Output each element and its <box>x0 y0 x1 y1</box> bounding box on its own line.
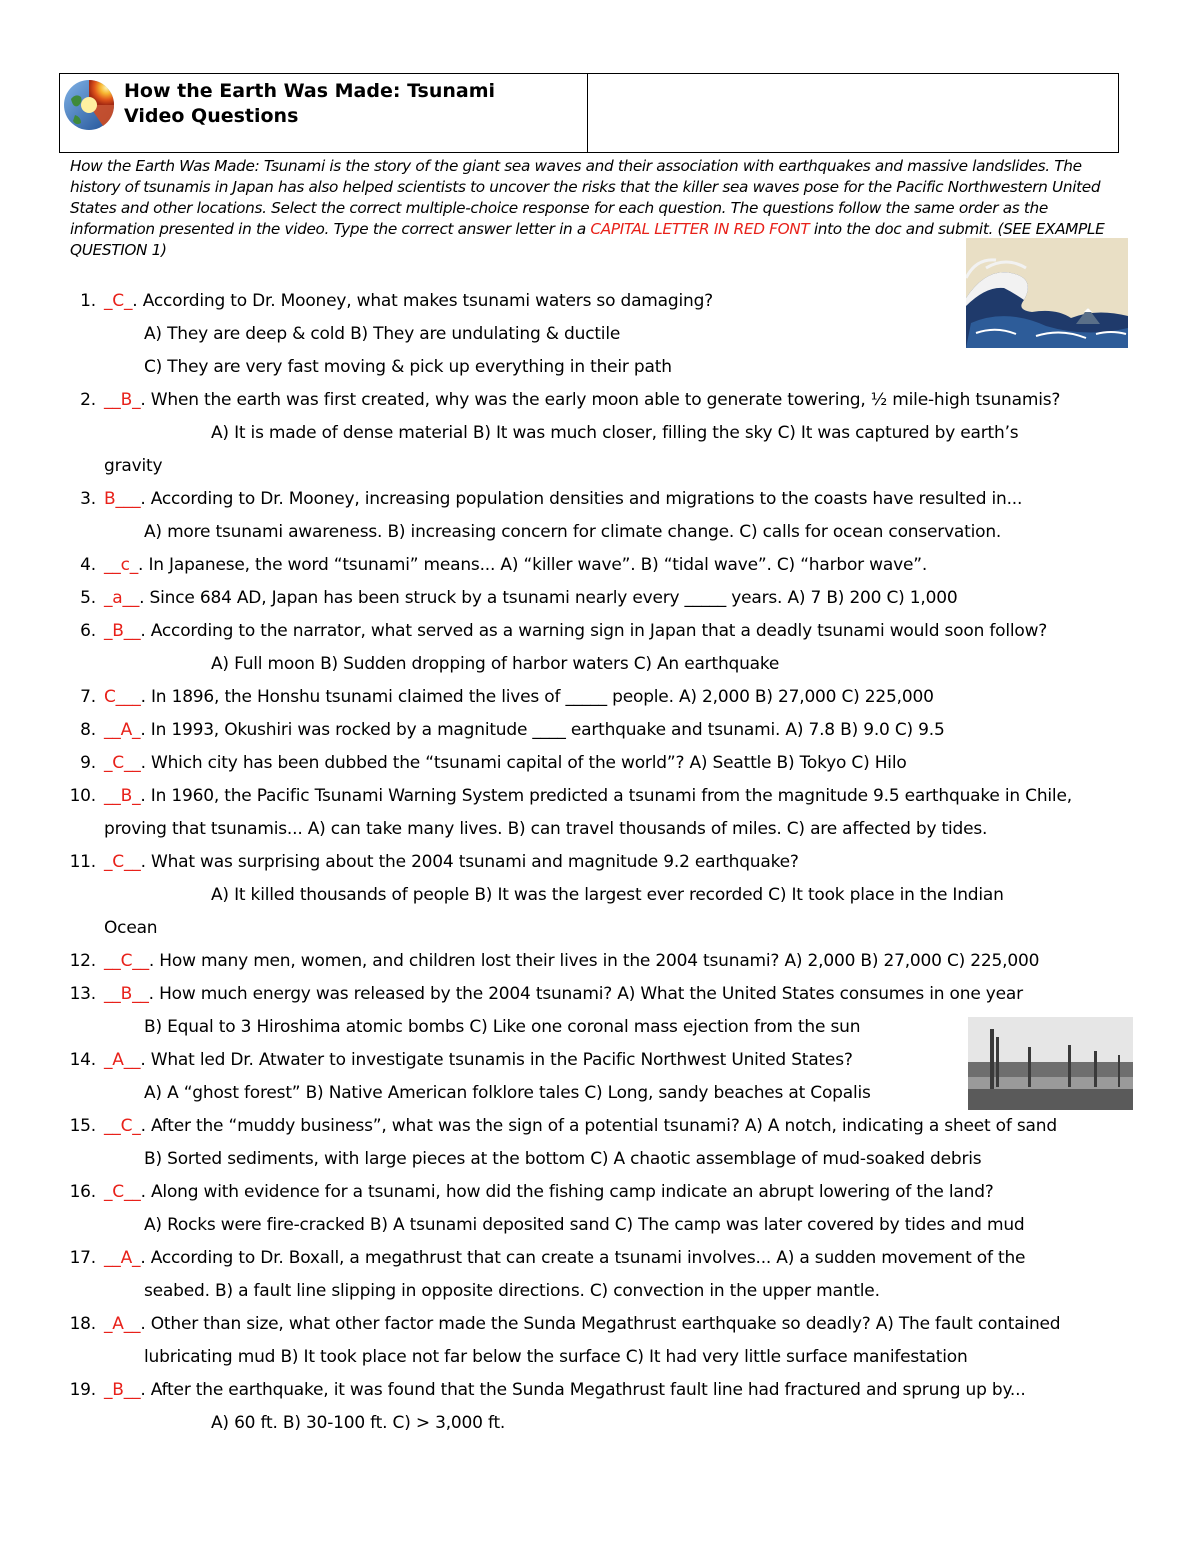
answer-choices: A) 60 ft. B) 30-100 ft. C) > 3,000 ft. <box>211 1413 506 1433</box>
question-number: 11. <box>69 852 96 872</box>
answer-field[interactable]: __B__ <box>104 984 149 1004</box>
answer-choices: proving that tsunamis... A) can take many lives. B) can travel thousands of miles. C) are affected by tides. <box>104 819 988 839</box>
question-text: . In 1896, the Honshu tsunami claimed the lives of _____ people. A) 2,000 B) 27,000 C) 225,000 <box>140 687 934 707</box>
question-number: 2. <box>80 390 96 410</box>
question-number: 19. <box>69 1380 96 1400</box>
question-text: . According to Dr. Mooney, what makes tsunami waters so damaging? <box>132 291 713 311</box>
answer-choices: seabed. B) a fault line slipping in opposite directions. C) convection in the upper mantle. <box>144 1281 880 1301</box>
question-text: . In 1993, Okushiri was rocked by a magnitude ____ earthquake and tsunami. A) 7.8 B) 9.0 C) 9.5 <box>140 720 945 740</box>
answer-choices: A) Rocks were fire-cracked B) A tsunami deposited sand C) The camp was later covered by tides and mud <box>144 1215 1025 1235</box>
answer-field[interactable]: _A__ <box>104 1314 141 1334</box>
answer-field[interactable]: _B__ <box>104 1380 141 1400</box>
question-number: 18. <box>69 1314 96 1334</box>
header-divider <box>587 74 588 152</box>
answer-field[interactable]: __A_ <box>104 1248 141 1268</box>
question-number: 5. <box>80 588 96 608</box>
question-number: 9. <box>80 753 96 773</box>
question-number: 10. <box>69 786 96 806</box>
question-text: . How much energy was released by the 2004 tsunami? A) What the United States consumes in one year <box>148 984 1023 1004</box>
answer-field[interactable]: _a__ <box>104 588 140 608</box>
answer-choices: B) Equal to 3 Hiroshima atomic bombs C) Like one coronal mass ejection from the sun <box>144 1017 861 1037</box>
question-text: . In Japanese, the word “tsunami” means... A) “killer wave”. B) “tidal wave”. C) “harbor wave”. <box>138 555 928 575</box>
answer-field[interactable]: __A_ <box>104 720 141 740</box>
question-number: 1. <box>80 291 96 311</box>
question-text: . What led Dr. Atwater to investigate tsunamis in the Pacific Northwest United States? <box>140 1050 853 1070</box>
question-text: . Other than size, what other factor made the Sunda Megathrust earthquake so deadly? A) The fault contained <box>140 1314 1061 1334</box>
answer-choices: A) It killed thousands of people B) It was the largest ever recorded C) It took place in the Indian <box>211 885 1004 905</box>
question-text: . Which city has been dubbed the “tsunami capital of the world”? A) Seattle B) Tokyo C) Hilo <box>140 753 907 773</box>
question-text: . According to the narrator, what served as a warning sign in Japan that a deadly tsunami would soon follow? <box>140 621 1048 641</box>
question-number: 15. <box>69 1116 96 1136</box>
ghost-forest-picture <box>968 1017 1133 1110</box>
answer-choices: Ocean <box>104 918 158 938</box>
answer-field[interactable]: __c_ <box>104 555 139 575</box>
title-line-2: Video Questions <box>124 105 299 127</box>
header-box <box>59 73 1119 153</box>
answer-field[interactable]: C___ <box>104 687 141 707</box>
question-text: . After the “muddy business”, what was the sign of a potential tsunami? A) A notch, indicating a sheet of sand <box>140 1116 1057 1136</box>
question-number: 16. <box>69 1182 96 1202</box>
question-number: 14. <box>69 1050 96 1070</box>
answer-choices: A) A “ghost forest” B) Native American folklore tales C) Long, sandy beaches at Copalis <box>144 1083 871 1103</box>
intro-red-text: CAPITAL LETTER IN RED FONT <box>590 220 810 238</box>
question-number: 6. <box>80 621 96 641</box>
question-text: . How many men, women, and children lost their lives in the 2004 tsunami? A) 2,000 B) 27,000 C) 225,000 <box>148 951 1040 971</box>
earth-layers-icon <box>63 77 115 135</box>
answer-field[interactable]: _A__ <box>104 1050 141 1070</box>
answer-choices: A) It is made of dense material B) It was much closer, filling the sky C) It was captured by earth’s <box>211 423 1019 443</box>
answer-field[interactable]: _C__ <box>104 1182 141 1202</box>
intro-text-end: into the doc and submit. (SEE EXAMPLE QUESTION 1) <box>70 220 1105 259</box>
great-wave-picture <box>966 238 1128 348</box>
question-number: 4. <box>80 555 96 575</box>
answer-choices: A) more tsunami awareness. B) increasing concern for climate change. C) calls for ocean conservation. <box>144 522 1002 542</box>
question-text: . What was surprising about the 2004 tsunami and magnitude 9.2 earthquake? <box>140 852 799 872</box>
question-text: . Since 684 AD, Japan has been struck by a tsunami nearly every _____ years. A) 7 B) 200 C) 1,000 <box>139 588 958 608</box>
answer-choices: gravity <box>104 456 163 476</box>
question-text: . After the earthquake, it was found that the Sunda Megathrust fault line had fractured and sprung up by... <box>140 1380 1026 1400</box>
document-title <box>124 79 495 129</box>
answer-choices: lubricating mud B) It took place not far below the surface C) It had very little surface manifestation <box>144 1347 968 1367</box>
answer-field[interactable]: B___ <box>104 489 141 509</box>
question-text: . In 1960, the Pacific Tsunami Warning System predicted a tsunami from the magnitude 9.5 earthquake in Chile, <box>140 786 1072 806</box>
answer-choices: A) Full moon B) Sudden dropping of harbor waters C) An earthquake <box>211 654 780 674</box>
answer-choices: B) Sorted sediments, with large pieces at the bottom C) A chaotic assemblage of mud-soaked debris <box>144 1149 982 1169</box>
title-line-1: How the Earth Was Made: Tsunami <box>124 80 496 102</box>
question-number: 8. <box>80 720 96 740</box>
question-text: . According to Dr. Mooney, increasing population densities and migrations to the coasts have resulted in... <box>140 489 1023 509</box>
answer-field[interactable]: __B_ <box>104 390 141 410</box>
question-text: . According to Dr. Boxall, a megathrust that can create a tsunami involves... A) a sudden movement of the <box>140 1248 1026 1268</box>
answer-choices: C) They are very fast moving & pick up everything in their path <box>144 357 672 377</box>
answer-field[interactable]: _C__ <box>104 753 141 773</box>
answer-field[interactable]: _B__ <box>104 621 141 641</box>
intro-text: How the Earth Was Made: Tsunami is the story of the giant sea waves and their association with earthquakes and massive landslides. The history of tsunamis in Japan has also helped scientists to uncover the risks that the killer sea waves pose for the Pacific Northwestern United States and other locations. Select the correct multiple-choice response for each question. The questions follow the same order as the information presented in the video. Type the correct answer letter in a <box>70 157 1101 238</box>
answer-field[interactable]: __C__ <box>104 951 149 971</box>
question-number: 12. <box>69 951 96 971</box>
question-number: 7. <box>80 687 96 707</box>
answer-field[interactable]: _C__ <box>104 852 141 872</box>
question-text: . Along with evidence for a tsunami, how did the fishing camp indicate an abrupt lowering of the land? <box>140 1182 994 1202</box>
question-number: 17. <box>69 1248 96 1268</box>
question-number: 3. <box>80 489 96 509</box>
answer-field[interactable]: _C_ <box>104 291 133 311</box>
question-number: 13. <box>69 984 96 1004</box>
question-text: . When the earth was first created, why was the early moon able to generate towering, ½ mile-high tsunamis? <box>140 390 1061 410</box>
answer-field[interactable]: __B_ <box>104 786 141 806</box>
answer-field[interactable]: __C_ <box>104 1116 141 1136</box>
answer-choices: A) They are deep & cold B) They are undulating & ductile <box>144 324 621 344</box>
